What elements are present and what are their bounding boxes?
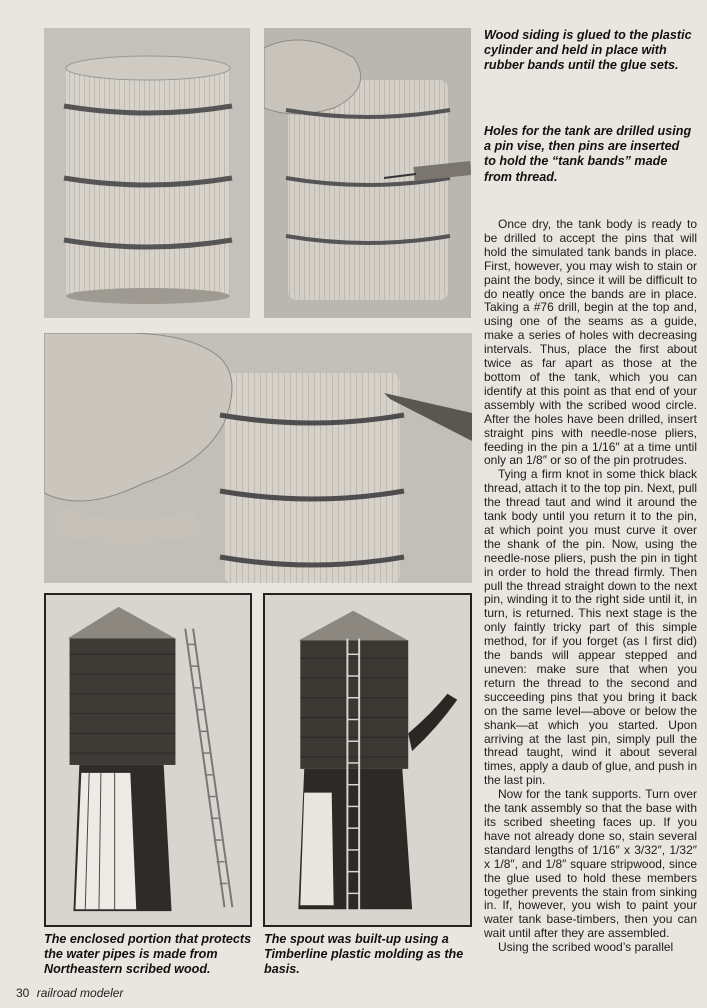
paragraph: Tying a firm knot in some thick black thread, attach it to the top pin. Next, pull the thread taut and wind it around the tank body until you return it to the pin, at which point you must curve it over the shank of the pin. Now, using the needle-nose pliers, push the pin in tight in order to hold the thread firmly. Then pull the thread straight down to the next pin, winding it to the right side until it, in turn, is returned. This next stage is the only faintly tricky part of this simple method, for if you forget (as I first did) the bands will appear stepped and uneven: make sure that when you return the thread to the second and succeeding pins that you bring it back on the same level—above or below the shank—at which you started. Upon arriving at the last pin, simply pull the thread taught, wind it about several times, apply a daub of glue, and push in the last pin. <box>484 467 697 788</box>
caption-enclosed: The enclosed portion that protects the water pipes is made from Northeastern scribed wood. <box>44 932 252 977</box>
photo-tank-pin-vise <box>264 28 471 318</box>
paragraph: Using the scribed wood’s parallel <box>498 940 674 955</box>
page-number: 30 <box>16 986 30 1000</box>
magazine-name: railroad modeler <box>36 986 124 1000</box>
photo-tank-spout <box>263 593 472 927</box>
article-body <box>484 218 697 988</box>
caption-siding: Wood siding is glued to the plastic cylinder and held in place with rubber bands until the glue sets. <box>484 28 692 73</box>
page-footer <box>16 986 123 1000</box>
paragraph: Now for the tank supports. Turn over the tank assembly so that the base with its scribed sheeting faces up. If you have not already done so, stain several standard lengths of 1/16″ x 3/32″, 1/32″ x 1/8″, and 1/8″ square stripwood, since the glue used to hold these members together prevents the stain from sinking in. If, however, you wish to paint your water tank base-timbers, then you can wait until after they are assembled. <box>484 787 697 941</box>
photo-tank-rubber-bands <box>44 28 250 318</box>
caption-holes: Holes for the tank are drilled using a pin vise, then pins are inserted to hold the “tank bands” made from thread. <box>484 124 692 184</box>
caption-spout: The spout was built-up using a Timberline plastic molding as the basis. <box>264 932 464 977</box>
photo-tank-enclosed <box>44 593 252 927</box>
photo-tank-drilling <box>44 333 472 583</box>
paragraph: Once dry, the tank body is ready to be drilled to accept the pins that will hold the simulated tank bands in place. First, however, you may wish to stain or paint the body, since it will be difficult to do neatly once the bands are in place. Taking a #76 drill, begin at the top and, using one of the seams as a guide, make a series of holes with decreasing intervals. Thus, place the first about twice as far apart as those at the bottom of the tank, which you can identify at this point as that end of your assembly with the scribed wood circle. After the holes have been drilled, insert straight pins with needle-nose pliers, feeding in the pin a 1/16″ at a time until only an 1/8″ or so of the pin protrudes. <box>484 218 697 468</box>
